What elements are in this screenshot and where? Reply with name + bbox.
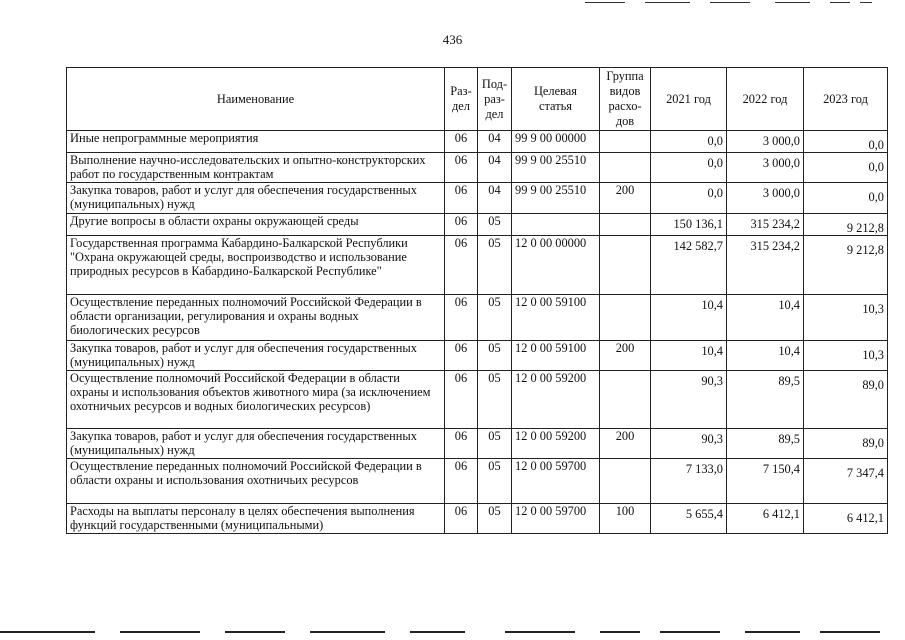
- row-value-2022-cell: [727, 341, 804, 371]
- row-value-2023: 10,3: [862, 348, 884, 362]
- top-scan-dashes: [585, 0, 885, 6]
- row-group: 200: [600, 341, 651, 371]
- row-value-2023-cell: [804, 214, 888, 236]
- row-target: 12 0 00 59100: [512, 341, 600, 371]
- row-group: [600, 371, 651, 429]
- row-group: [600, 131, 651, 153]
- table-row: [67, 295, 888, 341]
- header-2021: 2021 год: [651, 68, 727, 131]
- row-name: Расходы на выплаты персоналу в целях обеспечения выполнения функций государственными (муниципальными): [67, 504, 445, 534]
- row-value-2021-cell: [651, 214, 727, 236]
- row-value-2022-cell: [727, 371, 804, 429]
- row-value-2021-cell: [651, 236, 727, 295]
- row-value-2022-cell: [727, 295, 804, 341]
- row-name: Государственная программа Кабардино-Балкарской Республики "Охрана окружающей среды, воспроизводство и использование природных ресурсов в Кабардино-Балкарской Республике": [67, 236, 445, 295]
- row-value-2022-cell: [727, 214, 804, 236]
- row-value-2022: 315 234,2: [750, 239, 800, 253]
- row-subsection: 05: [478, 459, 512, 504]
- row-group: 200: [600, 183, 651, 214]
- row-value-2023: 9 212,8: [846, 243, 884, 257]
- row-name: Закупка товаров, работ и услуг для обеспечения государственных (муниципальных) нужд: [67, 183, 445, 214]
- row-subsection: 04: [478, 131, 512, 153]
- row-name: Другие вопросы в области охраны окружающей среды: [67, 214, 445, 236]
- row-value-2021-cell: [651, 153, 727, 183]
- row-value-2021: 90,3: [701, 374, 723, 388]
- row-value-2023: 0,0: [868, 190, 884, 204]
- row-group: [600, 153, 651, 183]
- row-target: 12 0 00 59100: [512, 295, 600, 341]
- row-value-2021: 10,4: [701, 298, 723, 312]
- budget-table: [66, 67, 888, 534]
- row-value-2023-cell: [804, 236, 888, 295]
- row-target: 12 0 00 00000: [512, 236, 600, 295]
- table-row: [67, 236, 888, 295]
- row-group: 200: [600, 429, 651, 459]
- row-value-2022-cell: [727, 459, 804, 504]
- row-value-2022: 89,5: [778, 432, 800, 446]
- row-group: [600, 295, 651, 341]
- row-value-2021: 0,0: [707, 156, 723, 170]
- page-number: 436: [442, 32, 463, 47]
- row-name: Выполнение научно-исследовательских и опытно-конструкторских работ по государственным контрактам: [67, 153, 445, 183]
- row-value-2022-cell: [727, 504, 804, 534]
- row-subsection: 05: [478, 295, 512, 341]
- row-value-2023-cell: [804, 459, 888, 504]
- row-name: Осуществление переданных полномочий Российской Федерации в области организации, регулирования и охраны водных биологических ресурсов: [67, 295, 445, 341]
- row-value-2021: 7 133,0: [685, 462, 723, 476]
- row-value-2021: 5 655,4: [685, 507, 723, 521]
- row-value-2022: 315 234,2: [750, 217, 800, 231]
- row-subsection: 05: [478, 504, 512, 534]
- bottom-scan-dashes: [0, 628, 905, 636]
- row-value-2021: 0,0: [707, 134, 723, 148]
- row-section: 06: [445, 459, 478, 504]
- row-section: 06: [445, 429, 478, 459]
- row-name: Осуществление полномочий Российской Федерации в области охраны и использования объектов животного мира (за исключением охотничьих ресурсов и водных биологических ресурсов): [67, 371, 445, 429]
- table-row: [67, 429, 888, 459]
- row-target: 12 0 00 59200: [512, 371, 600, 429]
- row-target: 99 9 00 25510: [512, 153, 600, 183]
- row-value-2021: 0,0: [707, 186, 723, 200]
- row-target: 99 9 00 25510: [512, 183, 600, 214]
- row-value-2021: 10,4: [701, 344, 723, 358]
- row-target: 12 0 00 59700: [512, 459, 600, 504]
- row-section: 06: [445, 371, 478, 429]
- row-value-2023: 9 212,8: [846, 221, 884, 235]
- row-value-2023-cell: [804, 153, 888, 183]
- header-row: [67, 68, 888, 131]
- row-value-2021: 142 582,7: [673, 239, 723, 253]
- row-target: [512, 214, 600, 236]
- row-subsection: 05: [478, 429, 512, 459]
- row-value-2021-cell: [651, 295, 727, 341]
- row-value-2022-cell: [727, 429, 804, 459]
- row-value-2021-cell: [651, 371, 727, 429]
- header-group: Группа видов расхо- дов: [600, 68, 651, 131]
- row-value-2023-cell: [804, 183, 888, 214]
- row-value-2022: 10,4: [778, 344, 800, 358]
- row-section: 06: [445, 236, 478, 295]
- row-value-2021: 90,3: [701, 432, 723, 446]
- row-value-2022-cell: [727, 236, 804, 295]
- row-value-2022: 3 000,0: [762, 186, 800, 200]
- row-value-2023: 89,0: [862, 378, 884, 392]
- row-section: 06: [445, 214, 478, 236]
- row-name: Иные непрограммные мероприятия: [67, 131, 445, 153]
- row-name: Осуществление переданных полномочий Российской Федерации в области охраны и использования охотничьих ресурсов: [67, 459, 445, 504]
- row-value-2023-cell: [804, 504, 888, 534]
- row-value-2022-cell: [727, 183, 804, 214]
- row-value-2022: 89,5: [778, 374, 800, 388]
- row-value-2023-cell: [804, 131, 888, 153]
- row-value-2021-cell: [651, 131, 727, 153]
- table-row: [67, 153, 888, 183]
- row-value-2021-cell: [651, 504, 727, 534]
- row-value-2023: 0,0: [868, 160, 884, 174]
- row-section: 06: [445, 504, 478, 534]
- row-value-2023: 6 412,1: [846, 511, 884, 525]
- row-subsection: 05: [478, 371, 512, 429]
- row-value-2022: 3 000,0: [762, 156, 800, 170]
- header-name: Наименование: [67, 68, 445, 131]
- row-value-2021-cell: [651, 183, 727, 214]
- table-row: [67, 183, 888, 214]
- row-section: 06: [445, 341, 478, 371]
- header-target: Целевая статья: [512, 68, 600, 131]
- row-value-2023-cell: [804, 371, 888, 429]
- row-value-2023: 10,3: [862, 302, 884, 316]
- row-subsection: 05: [478, 341, 512, 371]
- row-value-2021-cell: [651, 341, 727, 371]
- row-group: [600, 459, 651, 504]
- table-row: [67, 459, 888, 504]
- table-row: [67, 371, 888, 429]
- header-section: Раз- дел: [445, 68, 478, 131]
- row-section: 06: [445, 295, 478, 341]
- row-value-2022: 10,4: [778, 298, 800, 312]
- header-2023: 2023 год: [804, 68, 888, 131]
- row-group: [600, 236, 651, 295]
- row-value-2022-cell: [727, 153, 804, 183]
- row-target: 99 9 00 00000: [512, 131, 600, 153]
- row-section: 06: [445, 183, 478, 214]
- table-row: [67, 131, 888, 153]
- row-value-2022: 7 150,4: [762, 462, 800, 476]
- row-subsection: 05: [478, 236, 512, 295]
- row-value-2023: 89,0: [862, 436, 884, 450]
- row-group: 100: [600, 504, 651, 534]
- row-subsection: 04: [478, 153, 512, 183]
- table-body: [67, 131, 888, 534]
- row-value-2021-cell: [651, 459, 727, 504]
- row-target: 12 0 00 59200: [512, 429, 600, 459]
- row-value-2022: 6 412,1: [762, 507, 800, 521]
- table-row: [67, 341, 888, 371]
- header-2022: 2022 год: [727, 68, 804, 131]
- table-row: [67, 504, 888, 534]
- row-name: Закупка товаров, работ и услуг для обеспечения государственных (муниципальных) нужд: [67, 429, 445, 459]
- row-value-2023: 0,0: [868, 138, 884, 152]
- row-subsection: 04: [478, 183, 512, 214]
- row-section: 06: [445, 153, 478, 183]
- row-name: Закупка товаров, работ и услуг для обеспечения государственных (муниципальных) нужд: [67, 341, 445, 371]
- row-value-2023: 7 347,4: [846, 466, 884, 480]
- table-row: [67, 214, 888, 236]
- row-value-2023-cell: [804, 295, 888, 341]
- row-value-2021: 150 136,1: [673, 217, 723, 231]
- row-value-2022-cell: [727, 131, 804, 153]
- row-value-2022: 3 000,0: [762, 134, 800, 148]
- row-value-2021-cell: [651, 429, 727, 459]
- row-value-2023-cell: [804, 429, 888, 459]
- row-subsection: 05: [478, 214, 512, 236]
- row-value-2023-cell: [804, 341, 888, 371]
- row-group: [600, 214, 651, 236]
- row-section: 06: [445, 131, 478, 153]
- row-target: 12 0 00 59700: [512, 504, 600, 534]
- header-subsection: Под- раз- дел: [478, 68, 512, 131]
